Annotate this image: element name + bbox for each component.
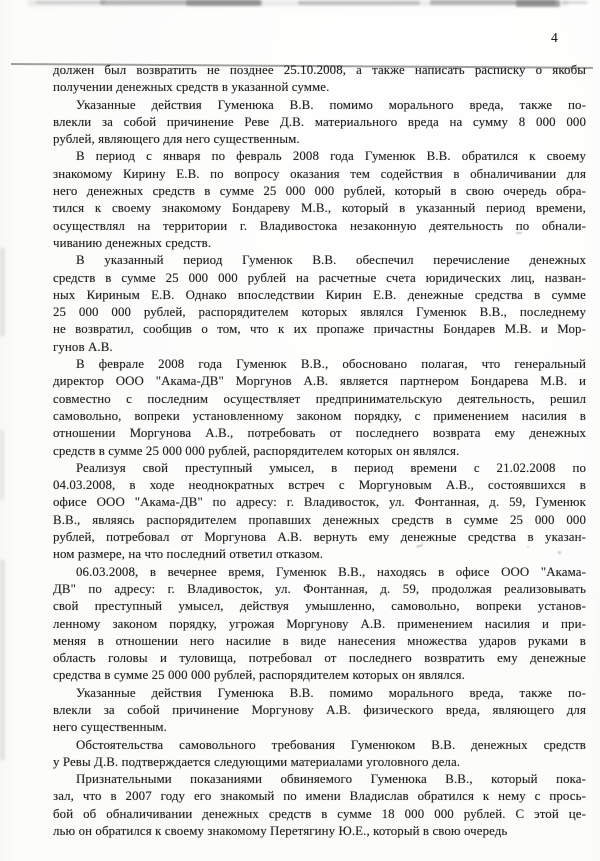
text-line: 25 000 000 рублей, распорядителем которых являлся Гуменюк В.В., последнему [53,305,586,320]
text-line: свой преступный умысел, действуя умышленно, самовольно, вопреки установ- [53,599,586,614]
scan-artifact [298,1,420,5]
text-line: средств в сумме 25 000 000 рублей, распорядителем которых он являлся. [53,443,460,458]
text-line: влекли за собой причинение Моргунову А.В. физического вреда, являющего для [53,702,586,717]
scan-artifact-edge [0,430,4,500]
scan-artifact [562,1,588,4]
scan-artifact-edge [0,248,5,336]
text-line: совместно с последним осуществляет предпринимательскую деятельность, решил [53,391,586,406]
text-line: бой об обналичивании денежных средств в сумме 18 000 000 рублей. С этой це- [53,806,586,821]
text-line: у Ревы Д.В. подтверждается следующими материалами уголовного дела. [53,754,461,769]
text-line: гунов А.В. [53,339,113,354]
text-line: средств в сумме 25 000 000 рублей на расчетные счета юридических лиц, назван- [53,270,586,285]
text-line: В указанный период Гуменюк В.В. обеспечил перечисление денежных [76,253,586,268]
text-line: Признательными показаниями обвиняемого Гуменюка В.В., который пока- [76,772,586,787]
text-line: чиванию денежных средств. [53,235,212,250]
text-line: тился к своему знакомому Бондареву М.В., который в указанный период времени, [53,201,586,216]
text-line: не возвратил, сообщив о том, что к их пропаже причастны Бондарев М.В. и Мор- [53,322,586,337]
text-line: осуществлял на территории г. Владивостока незаконную деятельность по обнали- [53,218,586,233]
scan-artifact-edge [0,560,5,760]
text-line: 06.03.2008, в вечернее время, Гуменюк В.В., находясь в офисе ООО "Акама- [76,564,586,579]
text-line: самовольно, вопреки установленному законом порядку, с применением насилия в [53,408,586,423]
text-line: офисе ООО "Акама-ДВ" по адресу: г. Владивосток, ул. Фонтанная, д. 59, Гуменюк [53,495,586,510]
text-line: ном размере, на что последний ответил отказом. [53,547,324,562]
text-line: отношении Моргунова А.В., потребовать от последнего возврата ему денежных [53,426,586,441]
text-line: получении денежных средств в указанной сумме. [53,80,330,95]
text-line: влекли за собой причинение Реве Д.В. материального вреда на сумму 8 000 000 [53,114,586,129]
text-line: область головы и туловища, потребовал от последнего возвратить ему денежные [53,651,586,666]
text-line: него денежных средств в сумме 25 000 000 рублей, который в свою очередь обра- [53,184,586,199]
text-line: него существенным. [53,720,167,735]
scan-artifact [36,1,106,4]
text-line: ленному законом порядку, угрожая Моргунову А.В. применением насилия и при- [53,616,586,631]
text-line: должен был возвратить не позднее 25.10.2008, а также написать расписку о якобы [53,63,586,77]
text-line: рублей, потребовал от Моргунова А.В. вернуть ему денежные средства в указан- [53,530,586,545]
text-line: ДВ" по адресу: г. Владивосток, ул. Фонтанная, д. 59, продолжая реализовывать [53,581,586,596]
text-line: Реализуя свой преступный умысел, в период времени с 21.02.2008 по [76,460,586,475]
text-line: директор ООО "Акама-ДВ" Моргунов А.В. является партнером Бондарева М.В. и [53,374,586,389]
text-line: В период с января по февраль 2008 года Гуменюк В.В. обратился к своему [76,149,586,164]
text-line: меняя в отношении него насилие в виде нанесения множества ударов руками в [53,633,586,648]
text-line: знакомому Кирину Е.В. по вопросу оказания тем содействия в обналичивании для [53,166,586,181]
text-line: ных Кириным Е.В. Однако впоследствии Кирин Е.В. денежные средства в сумме [53,287,586,302]
text-line: 04.03.2008, в ходе неоднократных встреч с Моргуновым А.В., состоявшихся в [53,478,586,493]
text-line: Обстоятельства самовольного требования Гуменюком В.В. денежных средств [76,737,586,752]
text-line: В феврале 2008 года Гуменюк В.В., обосновано полагая, что генеральный [76,357,586,372]
text-line: В.В., являясь распорядителем пропавших денежных средств в сумме 25 000 000 [53,512,586,527]
text-line: рублей, являющего для него существенным. [53,132,300,147]
text-line: Указанные действия Гуменюка В.В. помимо морального вреда, также по- [76,97,586,112]
document-text [53,62,586,840]
scan-artifact [186,0,262,6]
page-number: 4 [551,30,558,45]
text-line: лью он обратился к своему знакомому Перетягину Ю.Е., который в свою очередь [53,824,508,839]
text-line: зал, что в 2007 году его знакомый по имени Владислав обратился к нему с прось- [53,789,586,804]
scan-artifact [516,0,560,7]
text-line: Указанные действия Гуменюка В.В. помимо морального вреда, также по- [76,685,586,700]
text-line: средства в сумме 25 000 000 рублей, распорядителем которых он являлся. [53,668,466,683]
